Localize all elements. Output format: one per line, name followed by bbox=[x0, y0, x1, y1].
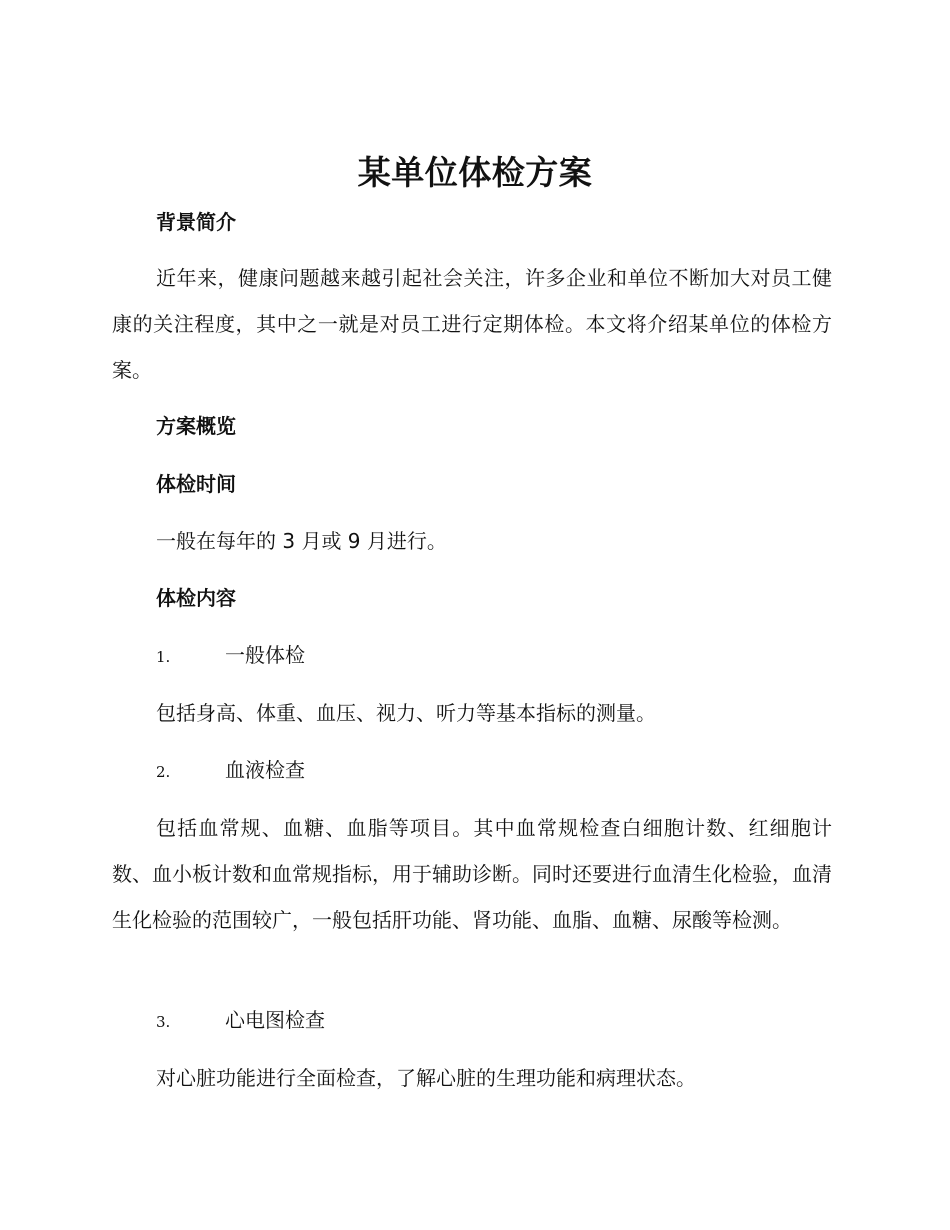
paragraph-blood-test: 包括血常规、血糖、血脂等项目。其中血常规检查白细胞计数、红细胞计数、血小板计数和血常规指标，用于辅助诊断。同时还要进行血清生化检验，血清生化检验的范围较广，一般包括肝功能、肾功能、血脂、血糖、尿酸等检测。 bbox=[112, 816, 832, 932]
paragraph-ecg: 对心脏功能进行全面检查，了解心脏的生理功能和病理状态。 bbox=[156, 1066, 696, 1090]
list-number: 1. bbox=[156, 648, 171, 666]
list-item-blood-test bbox=[156, 756, 305, 786]
list-number: 3. bbox=[156, 1013, 171, 1031]
list-label: 血液检查 bbox=[225, 758, 305, 782]
list-item-general-exam bbox=[156, 641, 305, 671]
list-label: 心电图检查 bbox=[225, 1008, 325, 1032]
section-heading-background: 背景简介 bbox=[156, 210, 236, 234]
list-label: 一般体检 bbox=[225, 643, 305, 667]
paragraph-background: 近年来，健康问题越来越引起社会关注，许多企业和单位不断加大对员工健康的关注程度，其中之一就是对员工进行定期体检。本文将介绍某单位的体检方案。 bbox=[112, 266, 832, 382]
list-item-ecg bbox=[156, 1006, 325, 1036]
list-number: 2. bbox=[156, 763, 171, 781]
document-title: 某单位体检方案 bbox=[357, 153, 593, 192]
paragraph-time: 一般在每年的 3 月或 9 月进行。 bbox=[156, 529, 447, 553]
section-heading-content: 体检内容 bbox=[156, 586, 236, 610]
paragraph-general-exam: 包括身高、体重、血压、视力、听力等基本指标的测量。 bbox=[156, 701, 656, 725]
section-heading-time: 体检时间 bbox=[156, 472, 236, 496]
section-heading-overview: 方案概览 bbox=[156, 414, 236, 438]
